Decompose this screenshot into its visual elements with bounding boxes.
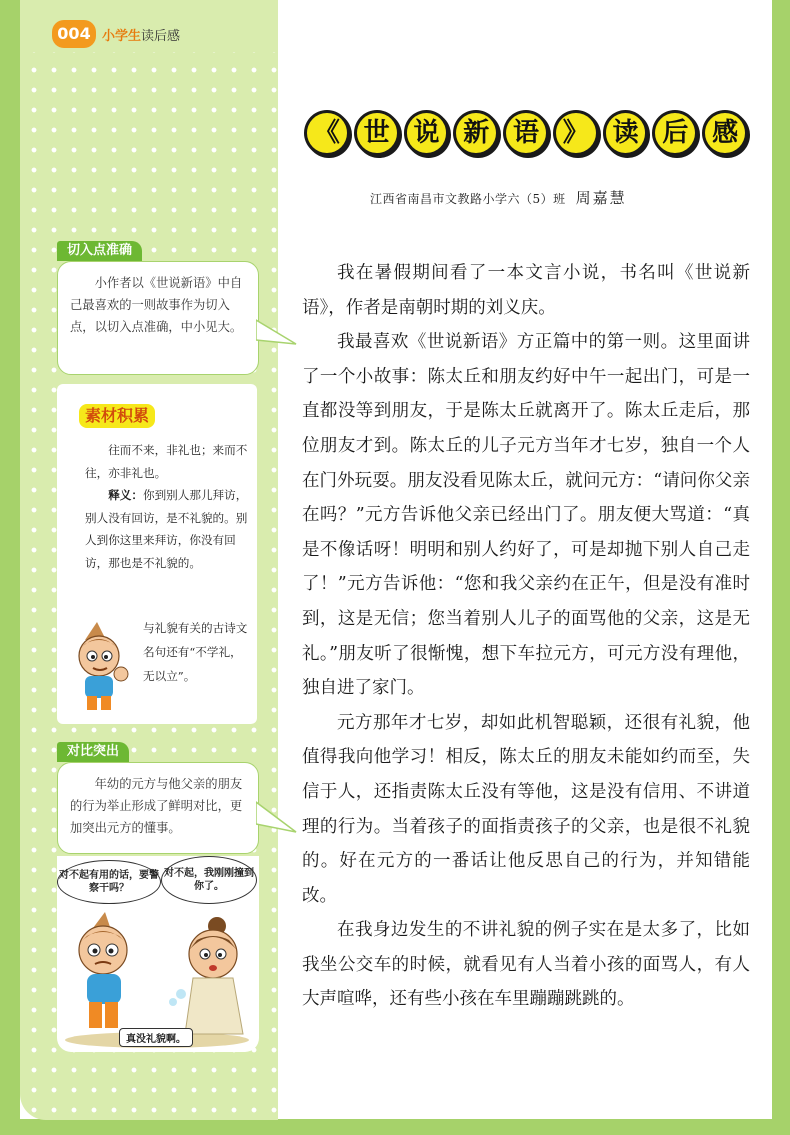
right-border-strip: [772, 0, 790, 1135]
material-text: [85, 439, 249, 574]
cartoon-panel: [57, 856, 259, 1052]
title-char: 后: [652, 110, 698, 156]
article-paragraph: 在我身边发生的不讲礼貌的例子实在是太多了，比如我坐公交车的时候，就看见有人当着小孩的面骂人，有人大声喧哗，还有些小孩在车里蹦蹦跳跳的。: [302, 920, 750, 1010]
title-char: 新: [453, 110, 499, 156]
author-school: 江西省南昌市文教路小学六（5）班: [370, 192, 566, 206]
note-box-contrast: 年幼的元方与他父亲的朋友的行为举止形成了鲜明对比，更加突出元方的懂事。: [57, 762, 259, 854]
material-related: 与礼貌有关的古诗文名句还有“不学礼，无以立”。: [143, 621, 248, 683]
article-paragraph: 我在暑假期间看了一本文言小说，书名叫《世说新语》，作者是南朝时期的刘义庆。: [302, 263, 750, 318]
note-pointer-icon: [256, 318, 298, 348]
material-explain-label: 释义：: [108, 488, 143, 502]
speech-bubble-right: 对不起，我刚刚撞到你了。: [161, 856, 257, 904]
note-tag-contrast: 对比突出: [57, 742, 129, 762]
article-title: [304, 110, 748, 158]
bottom-border-strip: [0, 1119, 790, 1135]
note-pointer-icon: [256, 800, 298, 836]
article-paragraph: 我最喜欢《世说新语》方正篇中的第一则。这里面讲了一个小故事：陈太丘和朋友约好中午一起出门，可是一直都没等到朋友，于是陈太丘就离开了。陈太丘走后，那位朋友才到。陈太丘的儿子元方当年才七岁，独自一个人在门外玩耍。朋友没看见陈太丘，就问元方：“请问你父亲在吗？”元方告诉他父亲已经出门了。朋友便大骂道：“真是不像话呀！明明和别人约好了，可是却抛下别人自己走了！”元方告诉他：“您和我父亲约在正午，但是没有准时到，这是无信；您当着别人儿子的面骂他的父亲，这是无礼。”朋友听了很惭愧，想下车拉元方，可元方没有理他，独自进了家门。: [302, 332, 750, 699]
material-quote: 往而不来，非礼也；来而不往，亦非礼也。: [85, 443, 248, 480]
title-char: 世: [354, 110, 400, 156]
series-title: [102, 25, 180, 44]
note-box-entry-point: 小作者以《世说新语》中自己最喜欢的一则故事作为切入点，以切入点准确，中小见大。: [57, 261, 259, 375]
title-char: 感: [702, 110, 748, 156]
note-tag-entry-point: 切入点准确: [57, 241, 142, 261]
left-border-strip: [0, 0, 20, 1135]
title-char: 《: [304, 110, 350, 156]
article-paragraph: 元方那年才七岁，却如此机智聪颖，还很有礼貌，他值得我向他学习！相反，陈太丘的朋友未能如约而至，失信于人，还指责陈太丘没有等他，这是没有信用、不讲道理的行为。当着孩子的面指责孩子的父亲，也是很不礼貌的。好在元方的一番话让他反思自己的行为，并知错能改。: [302, 712, 750, 906]
material-explain: [85, 484, 249, 574]
article-body: [302, 256, 750, 1017]
cartoon-sign: 真没礼貌啊。: [119, 1028, 193, 1047]
material-box: [57, 384, 257, 724]
title-char: 》: [553, 110, 599, 156]
title-char: 读: [603, 110, 649, 156]
material-title: 素材积累: [79, 404, 155, 428]
title-char: 语: [503, 110, 549, 156]
author-line: [370, 187, 627, 208]
series-title-prefix: 小学生: [102, 29, 142, 44]
boy-thumbs-up-icon: [63, 622, 137, 712]
material-explain-text: 你到别人那儿拜访，别人没有回访，是不礼貌的。别人到你这里来拜访，你没有回访，那也是不礼貌的。: [85, 488, 248, 570]
speech-bubble-left: 对不起有用的话，要警察干吗？: [57, 860, 161, 904]
title-char: 说: [404, 110, 450, 156]
series-title-suffix: 读后感: [141, 29, 181, 44]
author-name: 周嘉慧: [575, 189, 627, 207]
page-number: 004: [52, 20, 96, 48]
